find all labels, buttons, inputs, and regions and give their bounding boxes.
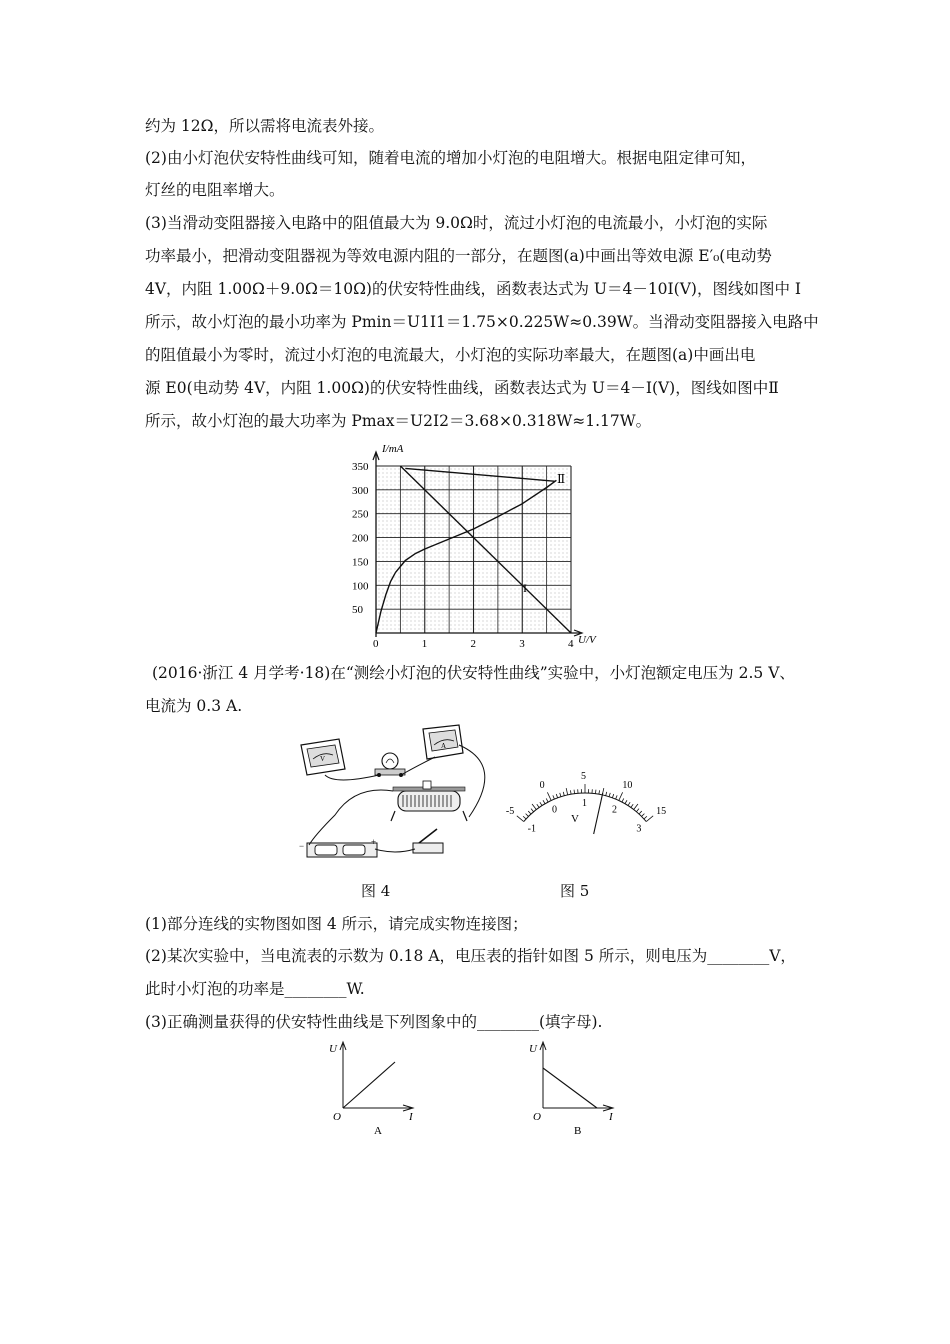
y-tick-label: 100 xyxy=(352,580,369,593)
graph-a-x-axis xyxy=(343,1105,413,1111)
para-line-10: 所示，故小灯泡的最大功率为 Pmax＝U2I2＝3.68×0.318W≈1.17W。 xyxy=(145,412,652,430)
dial-tick xyxy=(599,790,600,794)
dial-lower-label: -1 xyxy=(527,823,536,835)
dial-tick xyxy=(636,809,639,812)
voltmeter-device xyxy=(301,739,345,775)
dial-tick xyxy=(528,811,531,814)
y-tick-label: 200 xyxy=(352,532,369,545)
curve-label-i: I xyxy=(523,581,527,595)
dial-tick xyxy=(523,816,526,819)
y-tick-label: 50 xyxy=(352,604,363,617)
dial-lower-label: 2 xyxy=(612,804,618,816)
graph-a-origin: O xyxy=(333,1111,341,1123)
x-tick-label: 2 xyxy=(470,638,476,650)
dial-tick xyxy=(619,792,623,800)
para-line-9: 源 E0(电动势 4V，内阻 1.00Ω)的伏安特性曲线，函数表达式为 U＝4－I(V)，图线如图中Ⅱ xyxy=(145,379,779,397)
rheostat-device xyxy=(391,781,467,821)
dial-tick xyxy=(531,809,534,812)
y-tick-label: 250 xyxy=(352,508,369,521)
subq-4: (3)正确测量获得的伏安特性曲线是下列图象中的________(填字母). xyxy=(145,1013,603,1031)
question-line-2: 电流为 0.3 A. xyxy=(145,697,243,715)
x-tick-label: 0 xyxy=(373,638,379,650)
dial-tick xyxy=(563,792,564,796)
dial-upper-label: 15 xyxy=(656,806,667,818)
svg-text:A: A xyxy=(441,742,447,750)
dial-tick xyxy=(574,790,575,794)
dial-needle xyxy=(594,793,603,834)
chart-ylabel: I/mA xyxy=(382,443,404,455)
dial-tick xyxy=(634,804,638,810)
graph-a-y-axis xyxy=(340,1042,346,1108)
dial-tick xyxy=(532,804,536,810)
dial-tick xyxy=(625,800,627,803)
graph-b-y-axis xyxy=(540,1042,546,1108)
dial-tick xyxy=(566,788,568,795)
curve-label-ii: Ⅱ xyxy=(557,472,566,486)
dial-scale xyxy=(506,771,666,834)
para-line-4: (3)当滑动变阻器接入电路中的阻值最大为 9.0Ω时，流过小灯泡的电流最小，小灯泡的实际 xyxy=(145,214,768,232)
graph-a-xlabel: I xyxy=(409,1111,413,1123)
dial-tick xyxy=(644,816,647,819)
dial-lower-label: 3 xyxy=(636,823,642,835)
dial-tick xyxy=(543,800,545,803)
para-line-3: 灯丝的电阻率增大。 xyxy=(145,181,285,199)
dial-lower-label: 0 xyxy=(551,804,557,816)
x-tick-label: 3 xyxy=(519,638,525,650)
fig5-caption: 图 5 xyxy=(560,882,590,900)
graph-b-line xyxy=(543,1068,597,1108)
y-tick-label: 150 xyxy=(352,556,369,569)
dial-tick xyxy=(517,816,524,822)
subq-1: (1)部分连线的实物图如图 4 所示，请完成实物连接图； xyxy=(145,915,528,933)
bulb-device xyxy=(375,753,405,777)
svg-text:−: − xyxy=(299,841,305,851)
iu-chart xyxy=(330,440,610,655)
dial-tick xyxy=(556,794,557,798)
graph-b-xlabel: I xyxy=(609,1111,613,1123)
dial-tick xyxy=(639,811,642,814)
graph-a-caption: A xyxy=(374,1125,382,1137)
subq-3: 此时小灯泡的功率是________W. xyxy=(145,980,365,998)
dial-lower-label: 1 xyxy=(582,798,587,809)
dial-tick xyxy=(595,790,596,794)
x-tick-label: 4 xyxy=(568,638,574,650)
fig4-caption: 图 4 xyxy=(361,882,391,900)
graph-a xyxy=(325,1040,425,1140)
dial-tick xyxy=(553,795,555,799)
x-tick-label: 1 xyxy=(421,638,428,650)
graph-b-x-axis xyxy=(543,1105,613,1111)
dial-tick xyxy=(606,792,607,796)
subq-2: (2)某次实验中，当电流表的示数为 0.18 A，电压表的指针如图 5 所示，则电压为________V， xyxy=(145,947,796,965)
svg-text:+: + xyxy=(371,837,377,847)
y-tick-label: 350 xyxy=(352,461,369,473)
y-tick-label: 300 xyxy=(352,484,369,497)
dial-tick xyxy=(612,794,613,798)
dial-tick xyxy=(540,802,542,805)
dial-upper-label: 5 xyxy=(581,771,586,782)
dial-upper-label: -5 xyxy=(505,806,515,818)
dial-tick xyxy=(646,816,653,822)
dial-tick xyxy=(526,814,529,817)
para-line-6: 4V，内阻 1.00Ω＋9.0Ω＝10Ω)的伏安特性曲线，函数表达式为 U＝4－10I(V)，图线如图中 I xyxy=(145,280,802,298)
graph-a-ylabel: U xyxy=(329,1043,337,1055)
question-line-1: (2016·浙江 4 月学考·18)在“测绘小灯泡的伏安特性曲线”实验中，小灯泡额定电压为 2.5 V、 xyxy=(152,664,795,682)
dial-tick xyxy=(537,804,539,807)
graph-a-line xyxy=(343,1062,395,1108)
switch-device xyxy=(413,829,443,853)
ammeter-device xyxy=(423,725,463,759)
para-line-7: 所示，故小灯泡的最小功率为 Pmin＝U1I1＝1.75×0.225W≈0.39W。当滑动变阻器接入电路中 xyxy=(145,313,819,331)
figure-4-apparatus xyxy=(295,725,505,865)
dial-tick xyxy=(631,804,633,807)
dial-tick xyxy=(609,793,610,797)
para-line-2: (2)由小灯泡伏安特性曲线可知，随着电流的增加小灯泡的电阻增大。根据电阻定律可知， xyxy=(145,149,756,167)
dial-upper-label: 0 xyxy=(539,780,545,792)
para-line-1: 约为 12Ω，所以需将电流表外接。 xyxy=(145,117,385,135)
dial-tick xyxy=(622,798,624,802)
graph-b-ylabel: U xyxy=(529,1043,537,1055)
dial-tick xyxy=(570,790,571,794)
figure-5-dial xyxy=(505,755,665,835)
dial-tick xyxy=(560,793,561,797)
dial-tick xyxy=(642,814,645,817)
dial-tick xyxy=(616,795,618,799)
battery-device xyxy=(299,837,377,857)
dial-upper-label: 10 xyxy=(622,780,633,792)
graph-b-origin: O xyxy=(533,1111,541,1123)
dial-tick xyxy=(547,792,551,800)
dial-tick xyxy=(546,798,548,802)
svg-text:V: V xyxy=(320,755,326,763)
para-line-8: 的阻值最小为零时，流过小灯泡的电流最大，小灯泡的实际功率最大，在题图(a)中画出电 xyxy=(145,346,756,364)
dial-tick xyxy=(628,802,630,805)
para-line-5: 功率最小，把滑动变阻器视为等效电源内阻的一部分，在题图(a)中画出等效电源 E′₀(电动势 xyxy=(145,247,772,265)
chart-xlabel: U/V xyxy=(578,634,596,646)
graph-b xyxy=(525,1040,625,1140)
dial-unit: V xyxy=(571,813,579,825)
graph-b-caption: B xyxy=(574,1125,582,1137)
